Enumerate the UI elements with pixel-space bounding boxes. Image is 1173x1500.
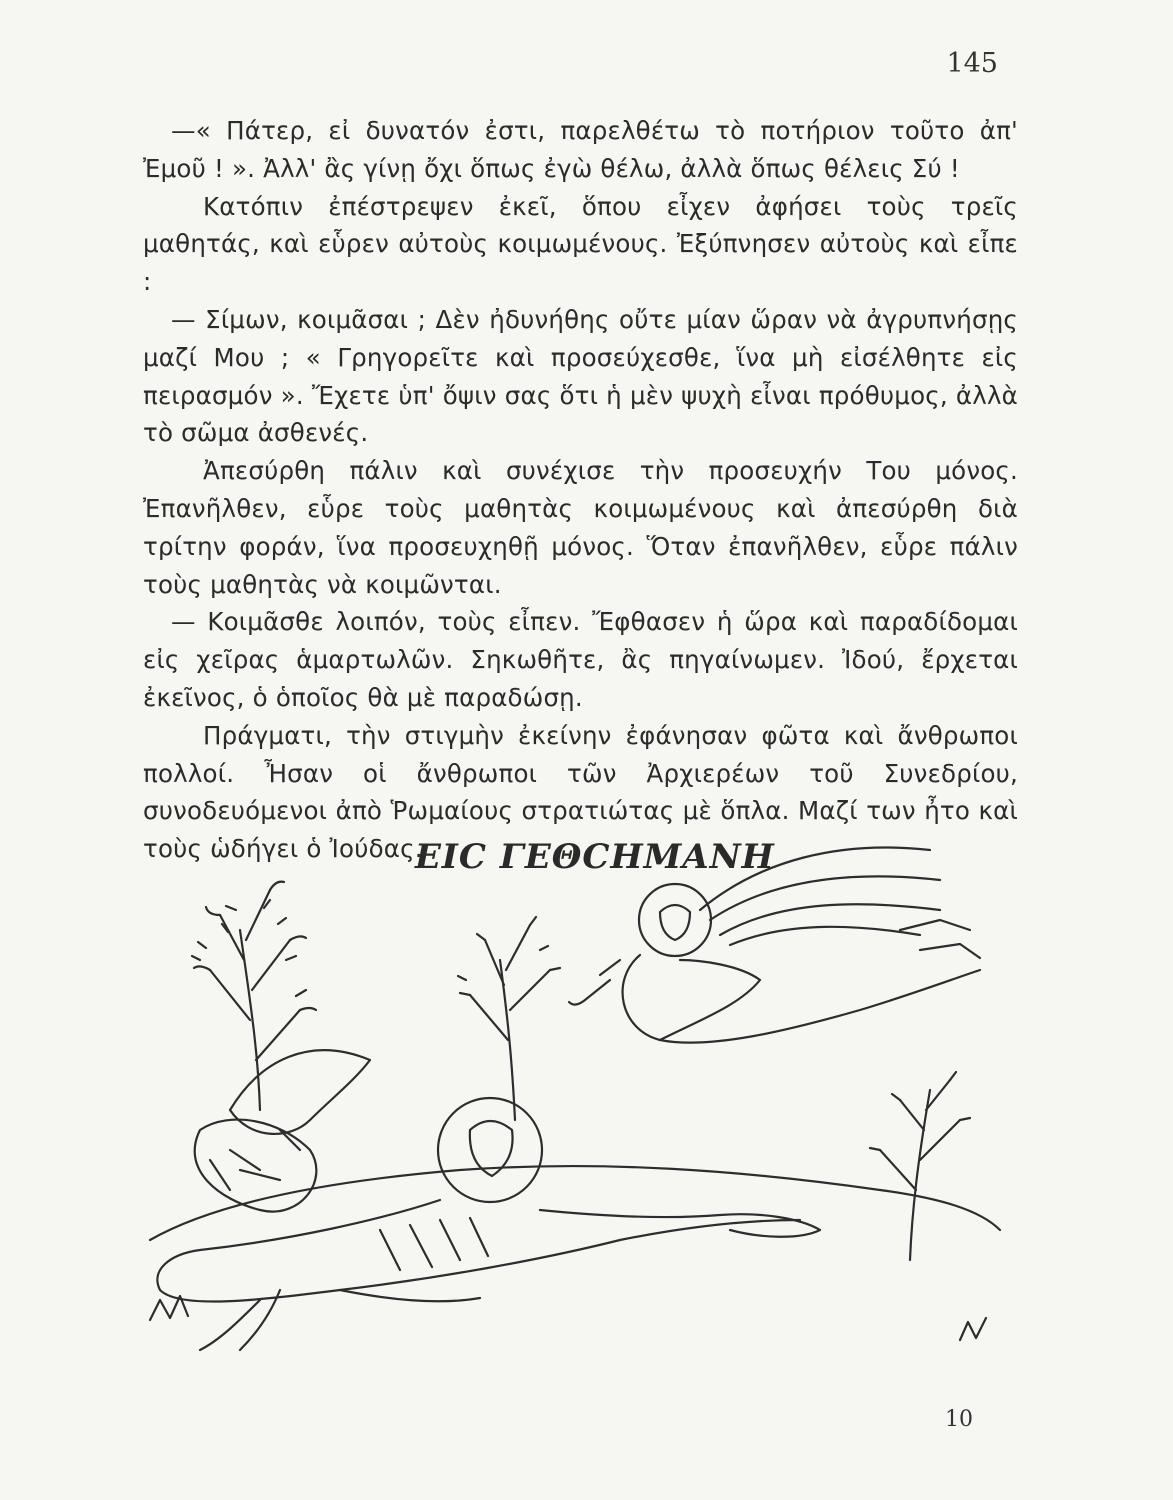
page-number: 145 <box>946 48 998 79</box>
illustration-caption: ΕΙC ΓΕΘCΗΜΑΝΗ <box>415 837 775 877</box>
olive-tree-left <box>192 882 316 1110</box>
paragraph: — Κοιμᾶσθε λοιπόν, τοὺς εἶπεν. Ἔφθασεν ἡ ὥρα καὶ παραδίδομαι εἰς χεῖρας ἁμαρτωλῶν. Σηκωθῆτε, ἂς πηγαίνωμεν. Ἰδού, ἔρχεται ἐκεῖνος, ὁ ὁποῖος θὰ μὲ παραδώσῃ. <box>143 607 1018 712</box>
paragraph: —« Πάτερ, εἰ δυνατόν ἐστι, παρελθέτω τὸ ποτήριον τοῦτο ἀπ' Ἐμοῦ ! ». Ἀλλ' ἂς γίνῃ ὄχι ὅπως ἐγὼ θέλω, ἀλλὰ ὅπως θέλεις Σύ ! <box>143 116 1018 183</box>
rocks <box>150 1050 1000 1240</box>
olive-tree-right <box>870 1072 970 1260</box>
paragraph: Ἀπεσύρθη πάλιν καὶ συνέχισε τὴν προσευχήν Του μόνος. Ἐπανῆλθεν, εὗρε τοὺς μαθητὰς κοιμωμένους καὶ ἀπεσύρθη διὰ τρίτην φοράν, ἵνα προσευχηθῇ μόνος. Ὅταν ἐπανῆλθεν, εὗρε πάλιν τοὺς μαθητὰς νὰ κοιμῶνται. <box>143 456 1018 599</box>
gethsemane-illustration <box>140 820 1020 1380</box>
signature-mark: 10 <box>945 1407 973 1432</box>
paragraph: Πράγματι, τὴν στιγμὴν ἐκείνην ἐφάνησαν φῶτα καὶ ἄνθρωποι πολλοί. Ἦσαν οἱ ἄνθρωποι τῶν Ἀρχιερέων τοῦ Συνεδρίου, συνοδευόμενοι ἀπὸ Ῥωμαίους στρατιώτας μὲ ὅπλα. Μαζί των ἦτο καὶ τοὺς ὡδήγει ὁ Ἰούδας. <box>143 720 1018 864</box>
paragraph: — Σίμων, κοιμᾶσαι ; Δὲν ἠδυνήθης οὔτε μίαν ὥραν νὰ ἀγρυπνήσῃς μαζί Μου ; « Γρηγορεῖτε καὶ προσεύχεσθε, ἵνα μὴ εἰσέλθητε εἰς πειρασμόν ». Ἔχετε ὑπ' ὄψιν σας ὅτι ἡ μὲν ψυχὴ εἶναι πρόθυμος, ἀλλὰ τὸ σῶμα ἀσθενές. <box>143 304 1018 448</box>
paragraph: Κατόπιν ἐπέστρεψεν ἐκεῖ, ὅπου εἶχεν ἀφήσει τοὺς τρεῖς μαθητάς, καὶ εὗρεν αὐτοὺς κοιμωμένους. Ἐξύπνησεν αὐτοὺς καὶ εἶπε : <box>143 191 1018 297</box>
christ-figure <box>150 1098 986 1350</box>
olive-tree-middle <box>458 917 560 1120</box>
body-text <box>143 112 1018 868</box>
